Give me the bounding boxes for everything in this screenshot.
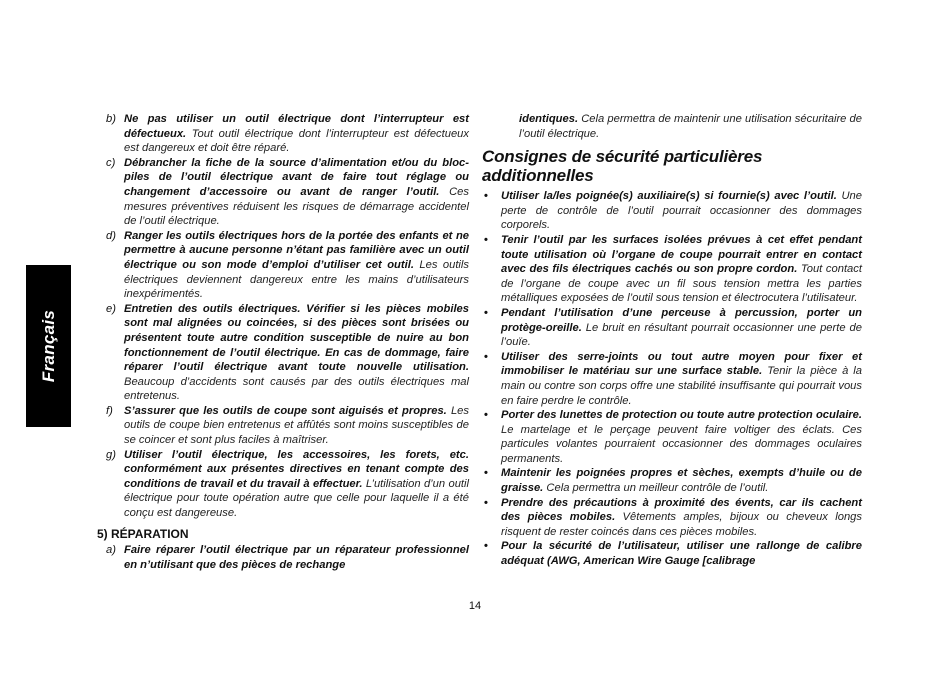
list-item-marker: e): [106, 302, 116, 315]
list-item-marker: b): [106, 113, 116, 125]
section-heading: Consignes de sécurité particulières additionnelles: [482, 147, 763, 186]
list-item: [97, 156, 469, 229]
bullet-item-marker: •: [484, 467, 488, 480]
language-label: Français: [38, 309, 58, 383]
list-item: [97, 448, 469, 521]
list-item: [97, 302, 469, 404]
bullet-item: [482, 306, 862, 350]
page-number: 14: [468, 600, 482, 612]
list-item-normal-text: Les outils de coupe bien entretenus et affûtés sont moins susceptibles de se coincer et sont plus faciles à maîtriser.: [124, 404, 469, 447]
list-item-marker: c): [106, 156, 116, 169]
left-column: [97, 112, 469, 572]
bullet-item: [482, 408, 862, 466]
list-item-marker: g): [106, 448, 116, 461]
left-item-list: [97, 112, 469, 521]
bullet-item: [482, 496, 862, 540]
section-5-item-list: [97, 543, 469, 572]
list-item-marker: d): [106, 229, 116, 242]
bullet-item-bold-text: Prendre des précautions à proximité des évents, car ils cachent des pièces mobiles.: [501, 496, 862, 524]
bullet-item-bold-text: Pour la sécurité de l’utilisateur, utiliser une rallonge de calibre adéquat (AWG, American Wire Gauge [calibrage: [501, 540, 862, 568]
list-item-normal-text: L’utilisation d’un outil électrique pour toute opération autre que celle pour laquelle il a été conçu est dangereuse.: [124, 477, 469, 520]
list-item-bold-text: Ne pas utiliser un outil électrique dont l’interrupteur est défectueux.: [124, 113, 469, 140]
bullet-item-marker: •: [484, 496, 488, 509]
bullet-item-normal-text: Cela permettra un meilleur contrôle de l’outil.: [543, 482, 769, 495]
bullet-item-normal-text: Vêtements amples, bijoux ou cheveux longs risquent de rester coincés dans ces pièces mobiles.: [501, 511, 862, 538]
continued-normal: Cela permettra de maintenir une utilisation sécuritaire de l’outil électrique.: [519, 113, 862, 140]
bullet-item-marker: •: [484, 540, 488, 553]
bullet-item: [482, 233, 862, 306]
repair-item: [97, 543, 469, 572]
list-item-bold-text: Utiliser l’outil électrique, les accessoires, les forets, etc. conformément aux présentes directives en tenant compte des conditions de travail et du travail à effectuer.: [124, 448, 469, 490]
bullet-item-bold-text: Pendant l’utilisation d’une perceuse à percussion, porter un protège-oreille.: [501, 306, 862, 334]
list-item: [97, 404, 469, 448]
list-item-marker: f): [106, 404, 113, 417]
section-5-title: 5) RÉPARATION: [97, 526, 189, 541]
bullet-item-marker: •: [484, 306, 488, 319]
bullet-item-marker: •: [484, 233, 488, 246]
bullet-item-marker: •: [484, 190, 488, 203]
bullet-item-bold-text: Tenir l’outil par les surfaces isolées prévues à cet effet pendant toute utilisation où l’organe de coupe pourrait entrer en contact avec des fils électriques cachés ou son propre cordon.: [501, 233, 862, 276]
list-item-normal-text: Ces mesures préventives réduisent les risques de démarrage accidentel de l’outil électrique.: [124, 185, 469, 228]
bullet-item-normal-text: Une perte de contrôle de l’outil pourrait occasionner des dommages corporels.: [501, 190, 863, 232]
bullet-item-normal-text: Le bruit en résultant pourrait occasionner une perte de l’ouïe.: [501, 321, 862, 349]
list-item-normal-text: Les outils électriques deviennent dangereux entre les mains d’utilisateurs inexpérimentés.: [124, 258, 469, 301]
continued-paragraph: [482, 112, 862, 141]
repair-item-bold-text: Faire réparer l’outil électrique par un réparateur professionnel en n’utilisant que des pièces de rechange: [124, 544, 469, 571]
list-item: [97, 112, 469, 156]
bullet-item-bold-text: Maintenir les poignées propres et sèches, exempts d’huile ou de graisse.: [501, 467, 862, 495]
list-item-normal-text: Beaucoup d’accidents sont causés par des outils électriques mal entretenus.: [124, 375, 469, 403]
right-column: [482, 112, 862, 569]
list-item-bold-text: S’assurer que les outils de coupe sont aiguisés et propres.: [124, 404, 447, 417]
repair-item-marker: a): [106, 544, 116, 557]
list-item-bold-text: Entretien des outils électriques. Vérifier si les pièces mobiles sont mal alignées ou coincées, si des pièces sont brisées ou présentent toute autre condition susceptible de nuire au bon fonctionnement de l’outil électrique. En cas de dommage, faire réparer l’outil électrique avant toute nouvelle utilisation.: [124, 302, 469, 374]
bullet-item-normal-text: Tout contact de l’organe de coupe avec un fil sous tension mettra les parties métalliques exposées de l’outil sous tension et électrocutera l’utilisateur.: [501, 263, 862, 305]
list-item-bold-text: Ranger les outils électriques hors de la portée des enfants et ne permettre à aucune personne n’étant pas familière avec un outil électrique ou son mode d’emploi d’utiliser cet outil.: [124, 229, 469, 271]
bullet-list: [482, 189, 862, 568]
bullet-item-marker: •: [484, 409, 488, 422]
bullet-item-bold-text: Porter des lunettes de protection ou toute autre protection oculaire.: [501, 409, 862, 422]
list-item-bold-text: Débrancher la fiche de la source d’alimentation et/ou du bloc-piles de l’outil électrique avant de faire tout réglage ou changement d’accessoire ou avant de ranger l’outil.: [124, 156, 469, 198]
bullet-item-marker: •: [484, 350, 488, 363]
bullet-item: [482, 350, 862, 408]
bullet-item-bold-text: Utiliser des serre-joints ou tout autre moyen pour fixer et immobiliser le matériau sur une surface stable.: [501, 350, 862, 378]
bullet-item-normal-text: Le martelage et le perçage peuvent faire voltiger des éclats. Ces particules volantes pourraient occasionner des dommages oculaires permanents.: [501, 423, 862, 465]
bullet-item: [482, 189, 862, 233]
bullet-item-bold-text: Utiliser la/les poignée(s) auxiliaire(s) si fournie(s) avec l’outil.: [501, 190, 837, 203]
bullet-item-normal-text: Tenir la pièce à la main ou contre son corps offre une stabilité insuffisante qui pourrait vous en faire perdre le contrôle.: [501, 365, 862, 407]
language-side-tab: [26, 265, 71, 427]
bullet-item: [482, 539, 862, 568]
list-item: [97, 229, 469, 302]
bullet-item: [482, 466, 862, 495]
list-item-normal-text: Tout outil électrique dont l’interrupteur est défectueux est dangereux et doit être réparé.: [124, 127, 469, 155]
continued-bold: identiques.: [519, 113, 579, 125]
